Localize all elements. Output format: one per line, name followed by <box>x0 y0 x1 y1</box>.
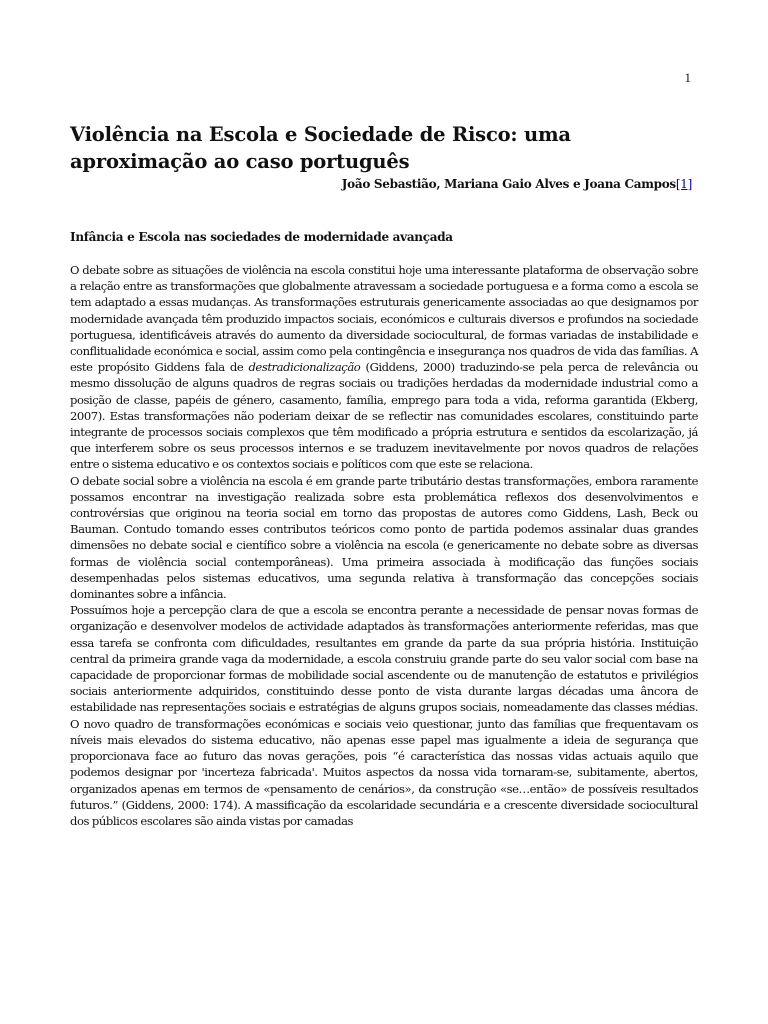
body-text <box>70 262 698 829</box>
paragraph-text: O debate sobre as situações de violência na escola constitui hoje uma interessante plataforma de observação sobre a relação entre as transformações que globalmente atravessam a sociedade portuguesa e a forma como a escola se tem adaptado a essas mudanças. As transformações estruturais genericamente associadas ao que designamos por modernidade avançada têm produzido impactos sociais, económicos e culturais diversos e profundos na sociedade portuguesa, identificáveis através do aumento da diversidade sociocultural, de formas variadas de instabilidade e conflitualidade económica e social, assim como pela contingência e insegurança nos quadros de vida das famílias. A este propósito Giddens fala de <box>70 263 698 375</box>
page-number: 1 <box>684 70 691 85</box>
paragraph-text: (Giddens, 2000) traduzindo-se pela perca de relevância ou mesmo dissolução de alguns quadros de regras sociais ou tradições herdadas da modernidade industrial como a posição de classe, papéis de género, casamento, família, emprego para toda a vida, reforma garantida (Ekberg, 2007). Estas transformações não poderiam deixar de se reflectir nas comunidades escolares, constituindo parte integrante de processos sociais complexos que têm modificado a própria estrutura e sentidos da escolarização, já que interferem sobre os seus processos internos e se traduzem inevitavelmente por novos quadros de relações entre o sistema educativo e os contextos sociais e políticos com que este se relaciona. <box>70 360 698 472</box>
footnote-link[interactable]: [1] <box>675 177 692 191</box>
paragraph: O debate social sobre a violência na escola é em grande parte tributário destas transformações, embora raramente possamos encontrar na investigação realizada sobre esta problemática reflexos dos desenvolvimentos e controvérsias que originou na teoria social em torno das propostas de autores como Giddens, Lash, Beck ou Bauman. Contudo tomando esses contributos teóricos como ponto de partida podemos assinalar duas grandes dimensões no debate social e científico sobre a violência na escola (e genericamente no debate sobre as diversas formas de violência social contemporâneas). Uma primeira associada à modificação das funções sociais desempenhadas pelos sistemas educativos, uma segunda relativa à transformação das concepções sociais dominantes sobre a infância. <box>70 473 698 602</box>
emphasis-term: destradicionalização <box>248 360 361 375</box>
paragraph: Possuímos hoje a percepção clara de que a escola se encontra perante a necessidade de pensar novas formas de organização e desenvolver modelos de actividade adaptados às transformações anteriormente referidas, mas que essa tarefa se confronta com dificuldades, resultantes em grande da parte da sua própria história. Instituição central da primeira grande vaga da modernidade, a escola construiu grande parte do seu valor social com base na capacidade de proporcionar formas de mobilidade social ascendente ou de manutenção de estatutos e privilégios sociais anteriormente adquiridos, constituindo desse ponto de vista durante largas décadas uma âncora de estabilidade nas representações sociais e estratégias de alguns grupos sociais, nomeadamente das classes médias. O novo quadro de transformações económicas e sociais veio questionar, junto das famílias que frequentavam os níveis mais elevados do sistema educativo, não apenas esse papel mas igualmente a ideia de segurança que proporcionava face ao futuro das novas gerações, pois “é característica das nossas vidas actuais aquilo que podemos designar por 'incerteza fabricada'. Muitos aspectos da nossa vida tornaram-se, subitamente, abertos, organizados apenas em termos de «pensamento de cenários», da construção «se…então» de possíveis resultados futuros.” (Giddens, 2000: 174). A massificação da escolaridade secundária e a crescente diversidade sociocultural dos públicos escolares são ainda vistas por camadas <box>70 603 698 828</box>
paragraph <box>70 262 698 473</box>
section-heading: Infância e Escola nas sociedades de modernidade avançada <box>70 230 453 244</box>
document-title: Violência na Escola e Sociedade de Risco: uma aproximação ao caso português <box>70 123 571 173</box>
authors-line <box>342 176 692 192</box>
authors: João Sebastião, Mariana Gaio Alves e Joana Campos <box>341 177 676 191</box>
